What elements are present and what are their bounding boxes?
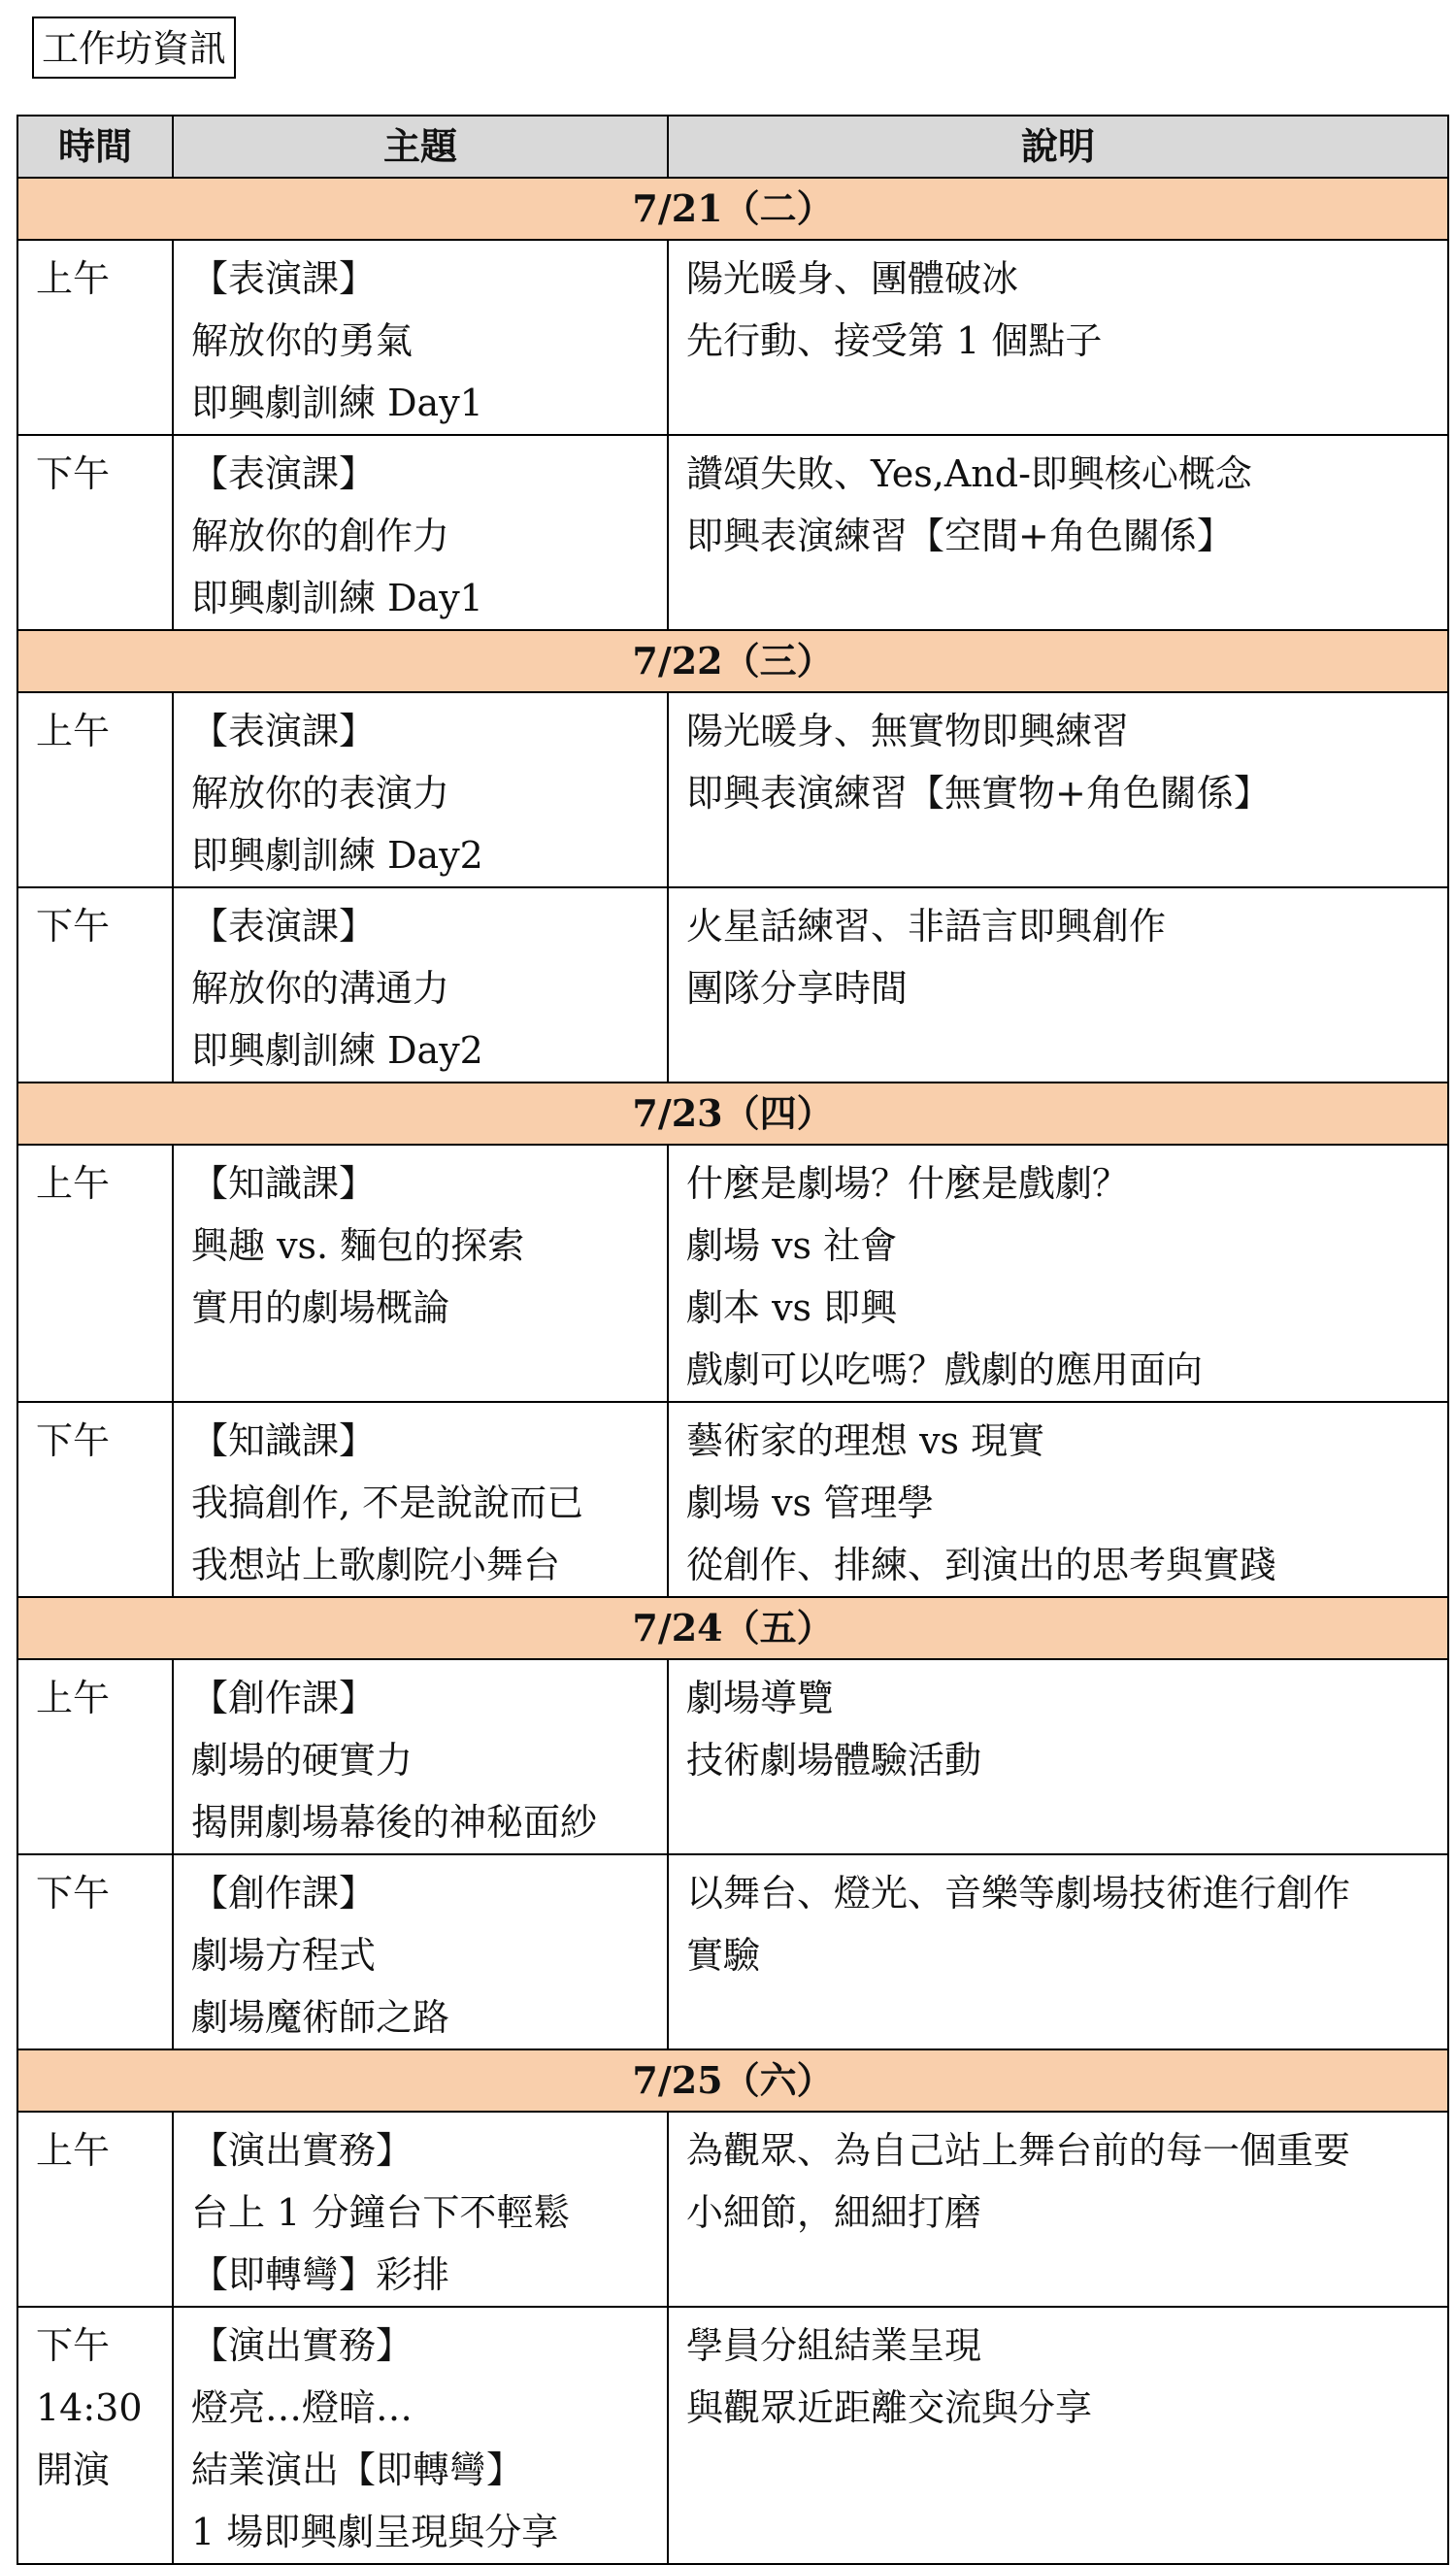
session-time-line: 上午 [36,2129,111,2172]
session-topic-line: 燈亮…燈暗… [191,2386,414,2429]
header-topic: 主題 [173,116,668,178]
session-topic-line: 【演出實務】 [191,2324,414,2367]
date-row [17,2049,1448,2112]
session-topic-line: 即興劇訓練 Day1 [191,577,483,619]
session-topic [173,240,668,435]
session-time [17,1659,173,1854]
header-time: 時間 [17,116,173,178]
session-time-line: 下午 [36,1872,111,1915]
session-description-line: 火星話練習、非語言即興創作 [686,905,1167,948]
session-time [17,435,173,630]
date-row [17,1083,1448,1145]
session-description-line: 為觀眾、為自己站上舞台前的每一個重要 [686,2129,1351,2172]
session-description-line: 劇場導覽 [686,1677,835,1719]
date-label: 7/24（五） [17,1597,1448,1659]
session-topic-line: 解放你的表演力 [191,772,450,815]
session-time [17,2112,173,2307]
session-topic-line: 【表演課】 [191,452,377,495]
session-time [17,1145,173,1402]
session-topic-line: 【演出實務】 [191,2129,414,2172]
session-row [17,2307,1448,2564]
session-time-line: 上午 [36,1677,111,1719]
session-row [17,1854,1448,2049]
session-topic [173,692,668,887]
session-description-line: 戲劇可以吃嗎？戲劇的應用面向 [686,1349,1204,1391]
session-description-line: 先行動、接受第 1 個點子 [686,319,1103,362]
session-topic-line: 【表演課】 [191,257,377,300]
session-topic-line: 我想站上歌劇院小舞台 [191,1544,561,1586]
session-row [17,1659,1448,1854]
session-description-line: 陽光暖身、團體破冰 [686,257,1019,300]
session-time [17,887,173,1083]
session-description-line: 陽光暖身、無實物即興練習 [686,710,1130,752]
session-topic [173,2112,668,2307]
page-title: 工作坊資訊 [32,17,236,79]
date-label: 7/22（三） [17,630,1448,692]
date-label: 7/21（二） [17,178,1448,240]
session-topic-line: 【創作課】 [191,1872,377,1915]
session-topic-line: 【表演課】 [191,710,377,752]
header-description: 說明 [668,116,1448,178]
session-topic-line: 解放你的勇氣 [191,319,414,362]
schedule-table [17,115,1449,2565]
session-description-line: 即興表演練習【空間+角色關係】 [686,515,1234,557]
session-time-line: 14:30 [36,2386,143,2429]
session-description-line: 即興表演練習【無實物+角色關係】 [686,772,1271,815]
session-description-line: 團隊分享時間 [686,967,909,1010]
session-topic-line: 1 場即興劇呈現與分享 [191,2511,559,2553]
session-topic [173,1659,668,1854]
session-topic-line: 即興劇訓練 Day1 [191,382,483,424]
session-description-line: 劇場 vs 管理學 [686,1482,935,1524]
session-topic-line: 即興劇訓練 Day2 [191,1029,483,1072]
session-row [17,240,1448,435]
session-topic-line: 我搞創作, 不是說說而已 [191,1482,584,1524]
session-time [17,1854,173,2049]
session-topic [173,435,668,630]
session-topic-line: 解放你的創作力 [191,515,450,557]
session-description-line: 藝術家的理想 vs 現實 [686,1419,1045,1462]
session-time-line: 上午 [36,710,111,752]
header-row [17,116,1448,178]
session-topic-line: 【知識課】 [191,1419,377,1462]
date-label: 7/23（四） [17,1083,1448,1145]
session-topic-line: 劇場魔術師之路 [191,1996,450,2039]
session-row [17,1402,1448,1597]
session-description-line: 什麼是劇場？什麼是戲劇？ [686,1162,1130,1205]
session-topic-line: 劇場的硬實力 [191,1739,414,1782]
session-time-line: 下午 [36,1419,111,1462]
session-description [668,1402,1448,1597]
session-topic-line: 【即轉彎】彩排 [191,2253,450,2296]
session-description-line: 學員分組結業呈現 [686,2324,982,2367]
session-description [668,1659,1448,1854]
session-description-line: 以舞台、燈光、音樂等劇場技術進行創作 [686,1872,1351,1915]
session-topic-line: 【知識課】 [191,1162,377,1205]
date-row [17,178,1448,240]
session-row [17,435,1448,630]
session-description [668,2307,1448,2564]
session-topic-line: 台上 1 分鐘台下不輕鬆 [191,2191,571,2234]
session-time [17,240,173,435]
session-row [17,692,1448,887]
session-topic-line: 【創作課】 [191,1677,377,1719]
session-description [668,1145,1448,1402]
session-description-line: 從創作、排練、到演出的思考與實踐 [686,1544,1277,1586]
session-description-line: 劇場 vs 社會 [686,1224,898,1267]
session-time [17,2307,173,2564]
session-topic-line: 揭開劇場幕後的神秘面紗 [191,1801,598,1844]
session-time-line: 下午 [36,452,111,495]
session-topic [173,1854,668,2049]
session-description [668,2112,1448,2307]
session-row [17,1145,1448,1402]
session-time [17,692,173,887]
session-description [668,887,1448,1083]
session-description [668,435,1448,630]
date-row [17,1597,1448,1659]
session-topic-line: 解放你的溝通力 [191,967,450,1010]
session-topic [173,1402,668,1597]
session-description-line: 小細節，細細打磨 [686,2191,982,2234]
session-time [17,1402,173,1597]
session-row [17,2112,1448,2307]
session-description [668,1854,1448,2049]
session-row [17,887,1448,1083]
session-description-line: 實驗 [686,1934,761,1977]
session-description-line: 劇本 vs 即興 [686,1286,898,1329]
session-time-line: 上午 [36,1162,111,1205]
date-row [17,630,1448,692]
session-topic-line: 劇場方程式 [191,1934,377,1977]
session-time-line: 下午 [36,2324,111,2367]
session-time-line: 開演 [36,2448,111,2491]
session-time-line: 上午 [36,257,111,300]
session-topic-line: 結業演出【即轉彎】 [191,2448,524,2491]
session-time-line: 下午 [36,905,111,948]
session-topic-line: 興趣 vs. 麵包的探索 [191,1224,525,1267]
session-description [668,240,1448,435]
session-topic-line: 實用的劇場概論 [191,1286,450,1329]
session-description-line: 讚頌失敗、Yes,And-即興核心概念 [686,452,1252,495]
session-topic-line: 【表演課】 [191,905,377,948]
session-topic [173,887,668,1083]
date-label: 7/25（六） [17,2049,1448,2112]
session-topic [173,2307,668,2564]
session-topic [173,1145,668,1402]
session-description-line: 與觀眾近距離交流與分享 [686,2386,1093,2429]
session-description [668,692,1448,887]
session-description-line: 技術劇場體驗活動 [686,1739,982,1782]
schedule-body [17,178,1448,2564]
session-topic-line: 即興劇訓練 Day2 [191,834,483,877]
